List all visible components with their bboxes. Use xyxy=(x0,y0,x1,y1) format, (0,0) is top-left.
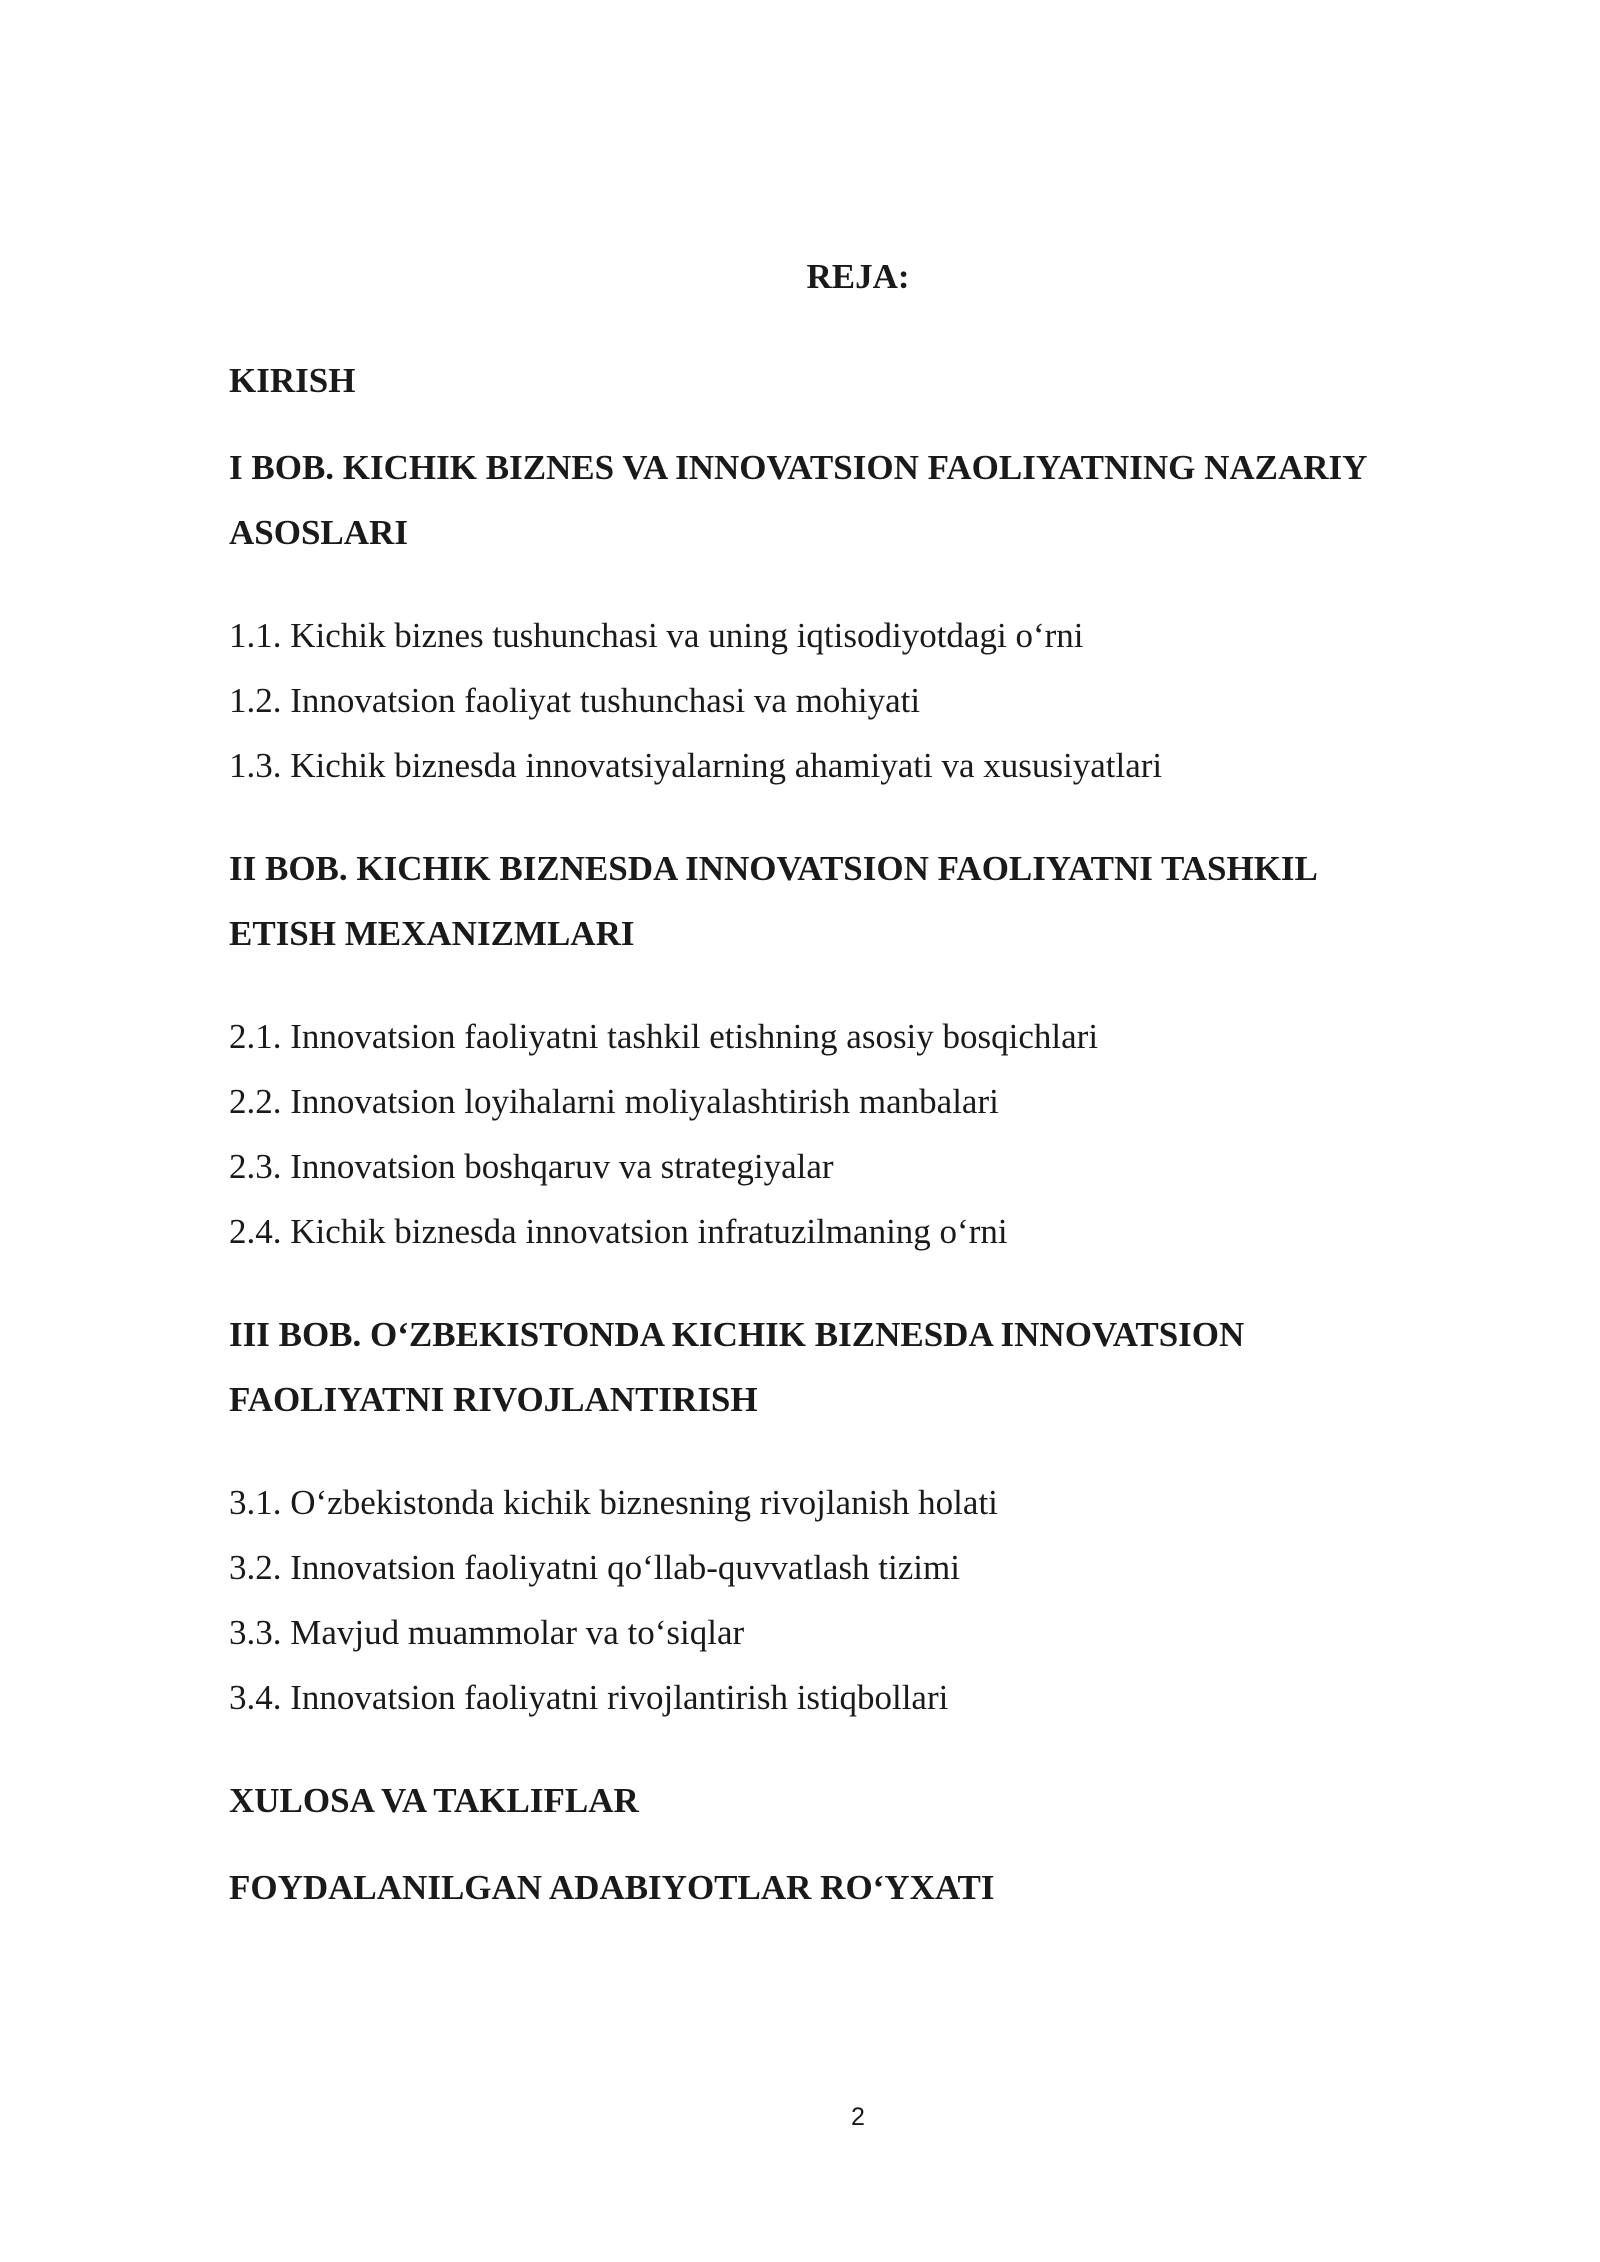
list-item: 1.1. Kichik biznes tushunchasi va uning iqtisodiyotdagi o‘rni xyxy=(229,616,1084,655)
table-of-contents xyxy=(229,348,1489,1920)
list-item: 2.1. Innovatsion faoliyatni tashkil etishning asosiy bosqichlari xyxy=(229,1017,1099,1056)
chapter-heading-continued: ASOSLARI xyxy=(229,513,408,552)
list-item: 3.4. Innovatsion faoliyatni rivojlantirish istiqbollari xyxy=(229,1678,949,1717)
list-item: 1.3. Kichik biznesda innovatsiyalarning ahamiyati va xususiyatlari xyxy=(229,746,1163,785)
chapter-1 xyxy=(229,435,1489,798)
list-item: 2.4. Kichik biznesda innovatsion infratuzilmaning o‘rni xyxy=(229,1212,1008,1251)
chapter-heading: III BOB. O‘ZBEKISTONDA KICHIK BIZNESDA INNOVATSION xyxy=(229,1315,1245,1354)
list-item: 2.2. Innovatsion loyihalarni moliyalashtirish manbalari xyxy=(229,1082,999,1121)
chapter-2 xyxy=(229,836,1489,1264)
intro-heading: KIRISH xyxy=(229,361,356,400)
conclusion-heading: XULOSA VA TAKLIFLAR xyxy=(229,1781,639,1820)
list-item: 3.2. Innovatsion faoliyatni qo‘llab-quvvatlash tizimi xyxy=(229,1548,960,1587)
references-heading: FOYDALANILGAN ADABIYOTLAR RO‘YXATI xyxy=(229,1868,995,1907)
chapter-heading: II BOB. KICHIK BIZNESDA INNOVATSION FAOLIYATNI TASHKIL xyxy=(229,849,1318,888)
list-item: 1.2. Innovatsion faoliyat tushunchasi va mohiyati xyxy=(229,681,921,720)
page-number: 2 xyxy=(851,2103,865,2131)
chapter-heading-continued: ETISH MEXANIZMLARI xyxy=(229,914,635,953)
page-title: REJA: xyxy=(806,257,910,296)
chapter-heading-continued: FAOLIYATNI RIVOJLANTIRISH xyxy=(229,1380,758,1419)
list-item: 3.1. O‘zbekistonda kichik biznesning rivojlanish holati xyxy=(229,1483,998,1522)
list-item: 3.3. Mavjud muammolar va to‘siqlar xyxy=(229,1613,745,1652)
chapter-3 xyxy=(229,1302,1489,1730)
list-item: 2.3. Innovatsion boshqaruv va strategiyalar xyxy=(229,1147,834,1186)
chapter-heading: I BOB. KICHIK BIZNES VA INNOVATSION FAOLIYATNING NAZARIY xyxy=(229,448,1368,487)
